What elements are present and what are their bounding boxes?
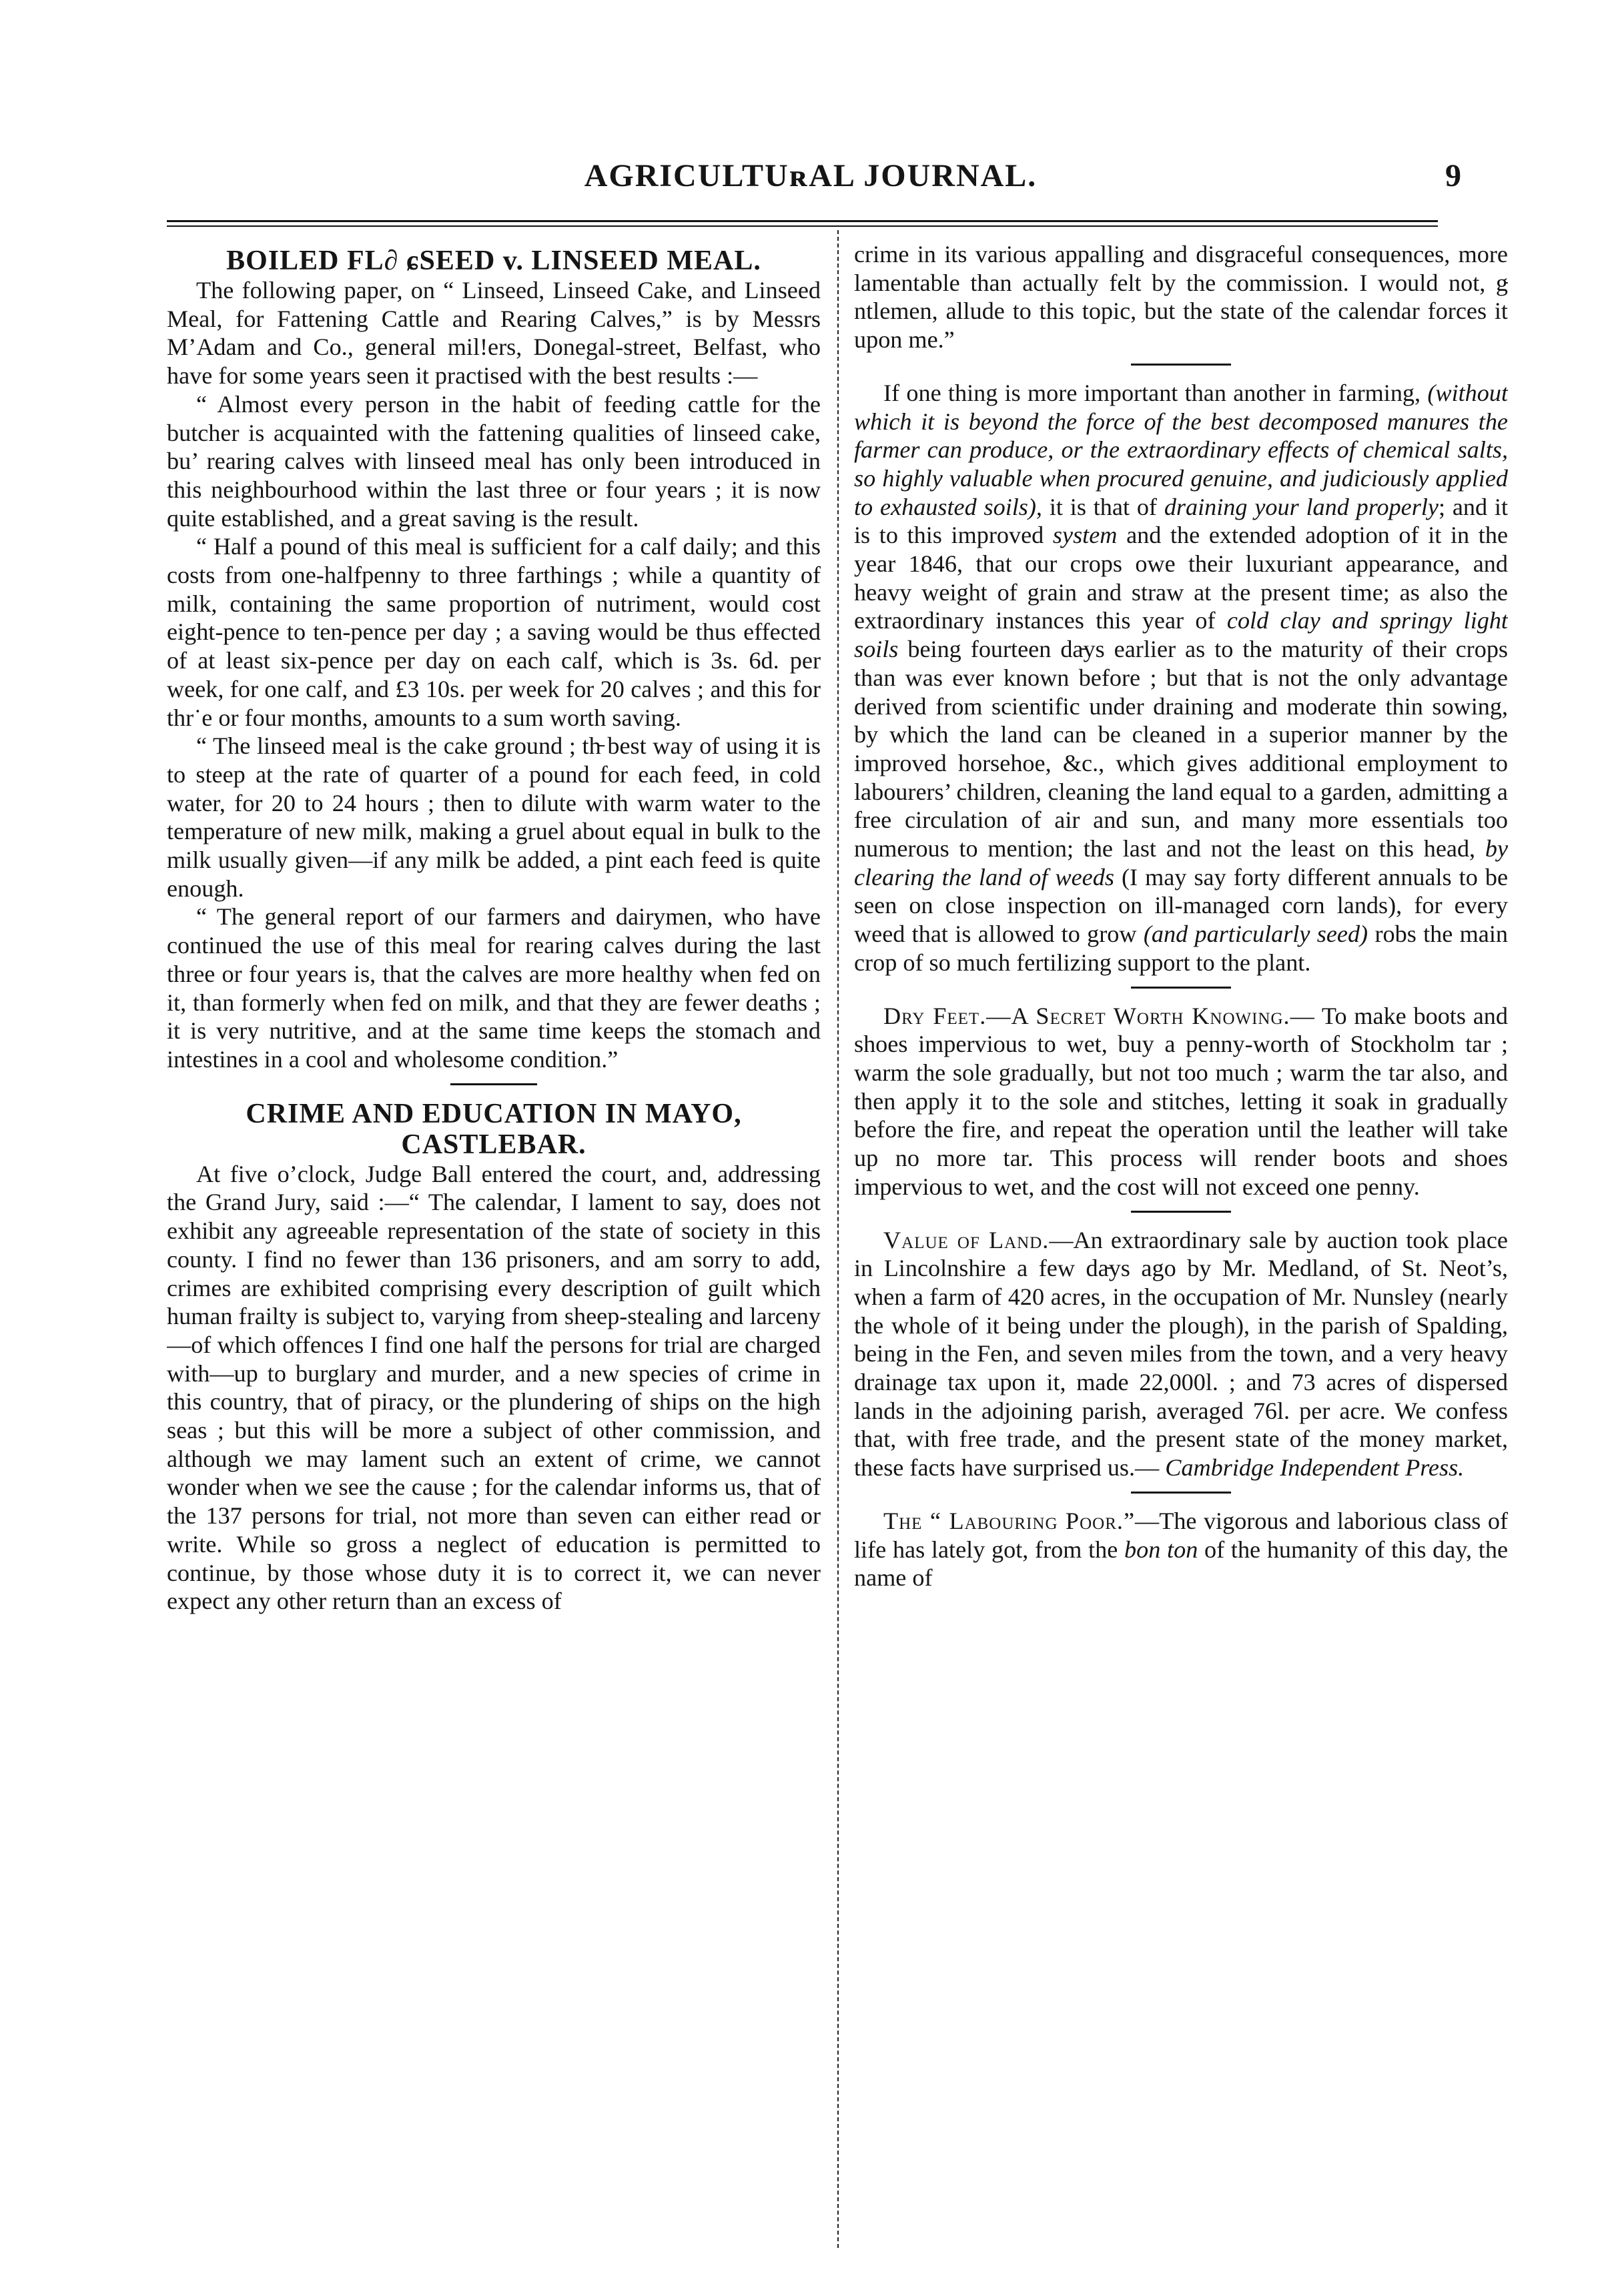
left-column [167,240,821,2241]
section-rule [1131,364,1231,366]
italic-text: by clearing the land of weeds [854,835,1508,891]
text: ; and it is to this improved [854,493,1508,549]
text: being fourteen da̵ys earlier as to the maturity of their crops than was ever known before ; but that is not the only advantage derived from scientific under draining and moderate thin sowing, by which the land can be cleaned in a superior manner by the improved horsehoe, &c., which gives additional employment to labourers’ children, cleaning the land equal to a garden, admitting a free circulation of air and sun, and many more essentials too numerous to mention; the last and not the least on this head, [854,636,1508,863]
section-rule [450,1083,537,1085]
run-in-title: Value of Land. [883,1226,1050,1253]
header-rule [167,225,1438,227]
source-credit: Cambridge Independent Press. [1165,1454,1465,1482]
text: To make boots and shoes impervious to wet, buy a penny-worth of Stockholm tar ; warm the sole gradually, but not too much ; warm the tar also, and then apply it to the sole and stitches, letting it soak in gradually before the fire, and repeat the operation until the leather will take up no more tar. This process will render boots and shoes impervious to wet, and the cost will not exceed one penny. [854,1002,1508,1200]
text: —The vigorous and laborious class of life has lately got, from the [854,1507,1508,1563]
text: and the extended adoption of it in the year 1846, that our crops owe their luxuriant appearance, and heavy weight of grain and straw at the present time; as also the extraordinary instances this year of [854,522,1508,634]
text: —An extraordinary sale by auction took place in Lincolnshire a few da̵ys ago by Mr. Medland, of St. Neot’s, when a farm of 420 acres, in the occupation of Mr. Nunsley (nearly the whole of it being under the plough), in the parish of Spalding, being in the Fen, and seven miles from the town, and a very heavy drainage tax upon it, made 22,000l. ; and 73 acres of dispersed lands in the adjoining parish, averaged 76l. per acre. We confess that, with free trade, and the present state of the money market, these facts have surprised us.— [854,1226,1508,1482]
section-rule [1131,1492,1231,1494]
text: it is that of [1049,493,1157,520]
article-title-crime-education: CRIME AND EDUCATION IN MAYO, CASTLEBAR. [246,1098,742,1160]
italic-text: cold clay and springy light soils [854,607,1508,663]
paragraph: The following paper, on “ Linseed, Linseed Cake, and Linseed Meal, for Fattening Cattle and Rearing Calves,” is by Messrs M’Adam and Co., general mil!ers, Donegal-street, Belfast, who have for some years seen it practised with the best results :— [167,277,821,390]
article-title-boiled-linseed: BOILED FL∂ ɕSEED v. LINSEED MEAL. [226,245,761,276]
section-rule [1131,1211,1231,1213]
paragraph-draining [854,379,1508,977]
italic-text: (and particularly seed) [1143,921,1368,948]
italic-text: draining your land properly [1164,493,1439,520]
text: robs the main crop of so much fertilizing support to the plant. [854,921,1508,976]
paragraph-labouring-poor [854,1507,1508,1592]
running-head [160,157,1461,204]
paragraph: “ The linseed meal is the cake ground ; th̵ best way of using it is to steep at the rate of quarter of a pound for each feed, in cold water, for 20 to 24 hours ; then to dilute with warm water to the temperature of new milk, making a gruel about equal in bulk to the milk usually given—if any milk be added, a pint each feed is quite enough. [167,732,821,902]
page-number: 9 [1445,158,1461,193]
paragraph-continued: crime in its various appalling and disgraceful consequences, more lamentable than actually felt by the commission. I would not, g̵ ntlemen, allude to this topic, but the state of the calendar forces it upon me.” [854,241,1508,354]
paragraph: “ Almost every person in the habit of feeding cattle for the butcher is acquainted with the fattening qualities of linseed cake, bu’ rearing calves with linseed meal has only been introduced in this neighbourhood within the last three or four years ; it is now quite established, and a great saving is the result. [167,390,821,532]
right-column [854,240,1508,2241]
column-divider [837,230,839,2248]
paragraph: At five o’clock, Judge Ball entered the court, and, addressing the Grand Jury, said :—“ The calendar, I lament to say, does not exhibit any agreeable representation of the state of society in this county. I find no fewer than 136 prisoners, and am sorry to add, crimes are exhibited comprising every description of guilt which human frailty is subject to, varying from sheep-stealing and larceny—of which offences I find one half the persons for trial are charged with—up to burglary and murder, and a new species of crime in this country, that of piracy, or the plundering of ships on the high seas ; but this will be more a subject of other commission, and although we may lament such an extent of crime, we cannot wonder when we see the cause ; for the calendar informs us, that of the 137 persons for trial, not more than seven can either read or write. While so gross a neglect of education is permitted to continue, by those whose duty it is to correct it, we can never expect any other return than an excess of [167,1160,821,1615]
text: If one thing is more important than another in farming, [883,379,1421,406]
text: (I may say forty different annuals to be seen on close inspection on ill-managed corn lands), for every weed that is allowed to grow [854,863,1508,948]
run-in-title: The “ Labouring Poor.” [883,1507,1136,1534]
journal-title: AGRICULTUʀAL JOURNAL. [584,158,1038,193]
header-rule [167,220,1438,222]
italic-text: system [1052,522,1118,549]
run-in-title: Dry Feet.—A Secret Worth Knowing.— [883,1002,1315,1029]
paragraph: “ The general report of our farmers and dairymen, who have continued the use of this meal for rearing calves during the last three or four years is, that the calves are more healthy when fed on it, than formerly when fed on milk, and that they are fewer deaths ; it is very nutritive, and at the same time keeps the stomach and intestines in a cool and wholesome condition.” [167,903,821,1073]
text: of the humanity of this day, the name of [854,1536,1508,1592]
paragraph: “ Half a pound of this meal is sufficient for a calf daily; and this costs from one-halfpenny to three farthings ; while a quantity of milk, containing the same proportion of nutriment, would cost eight-pence to ten-pence per day ; a saving would be thus effected of at least six-pence per day on each calf, which is 3s. 6d. per week, for one calf, and £3 10s. per week for 20 calves ; and this for thr˙e or four months, amounts to a sum worth saving. [167,533,821,731]
italic-text: bon ton [1124,1536,1198,1563]
paragraph-dry-feet [854,1002,1508,1201]
section-rule [1131,987,1231,989]
paragraph-value-of-land [854,1226,1508,1482]
italic-text: (without which it is beyond the force of the best decomposed manures the farmer can produce, or the extraordinary effects of chemical salts, so highly valuable when procured genuine, and judiciously applied to exhausted soils), [854,379,1508,520]
